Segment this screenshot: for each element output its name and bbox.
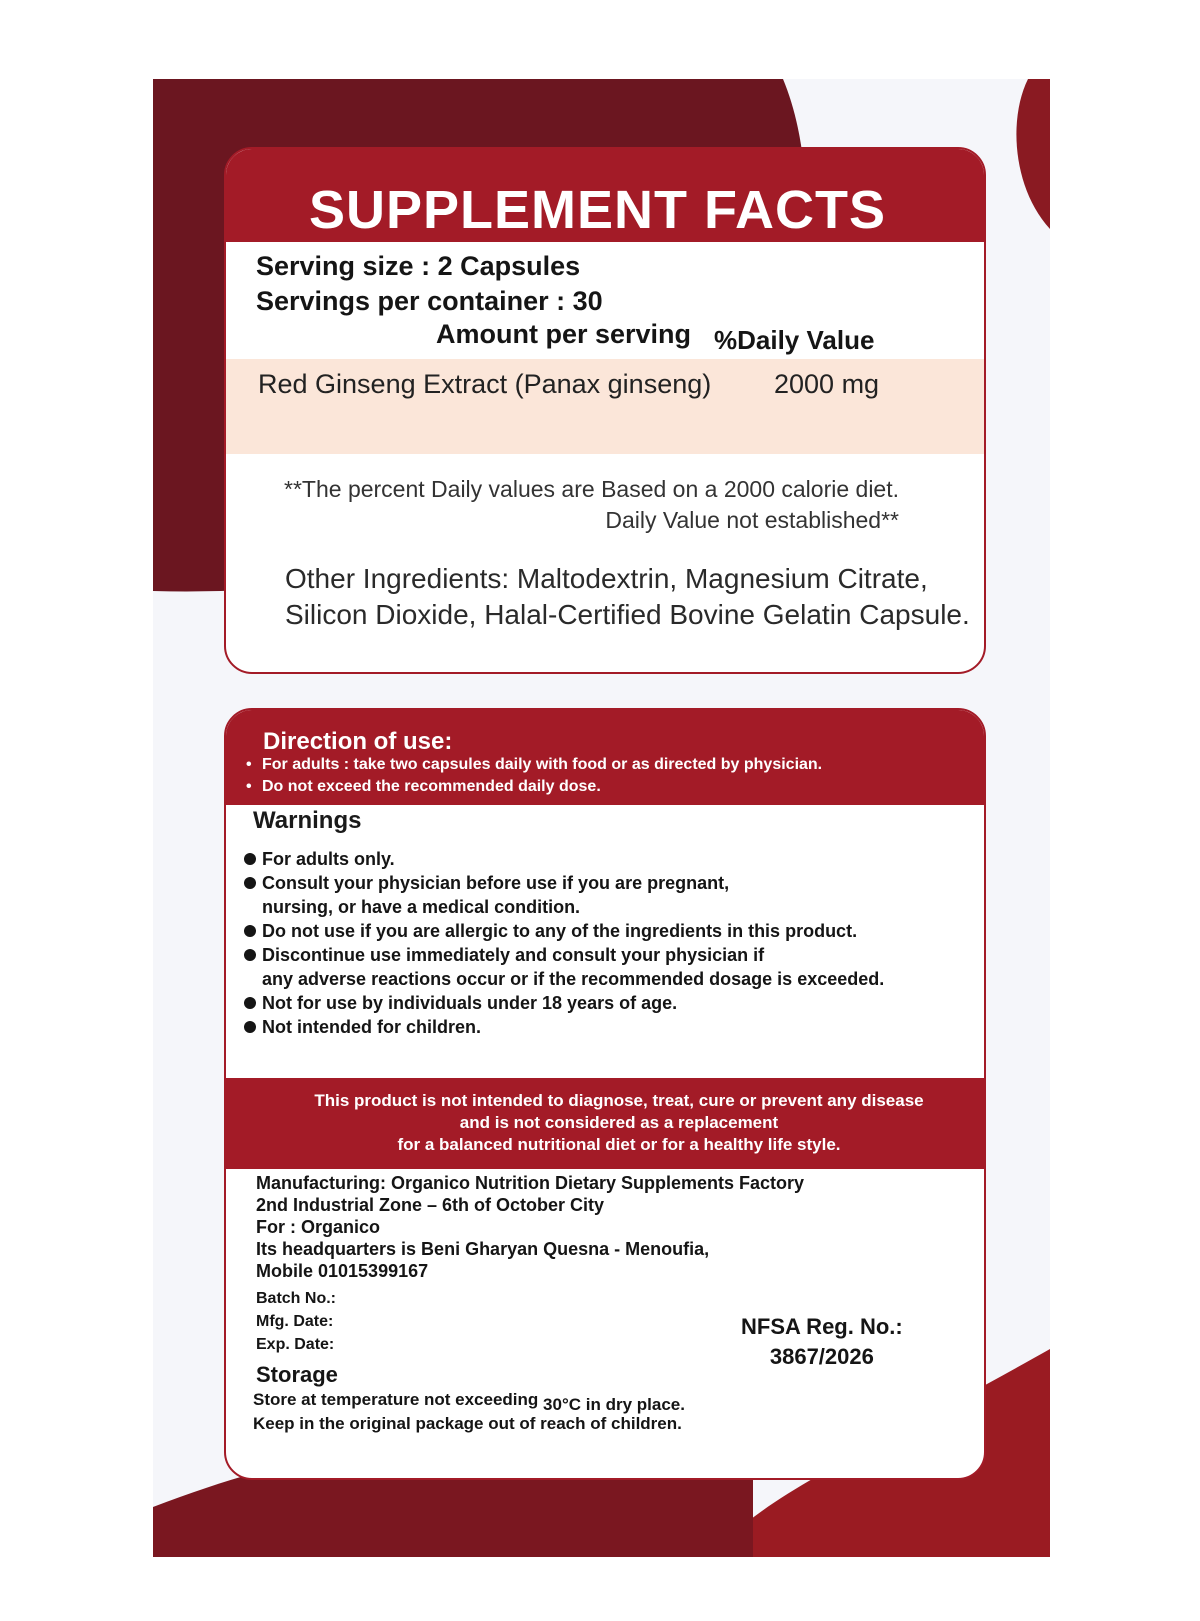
warning-item: Consult your physician before use if you are pregnant, [244, 871, 884, 895]
nfsa-registration [741, 1312, 903, 1372]
top-right-red-arc [1016, 79, 1050, 229]
product-label [153, 79, 1050, 1557]
disclaimer-line: This product is not intended to diagnose, treat, cure or prevent any disease [314, 1091, 924, 1110]
daily-value-note [284, 474, 899, 536]
warning-item-continuation: nursing, or have a medical condition. [262, 897, 581, 917]
nfsa-label: NFSA Reg. No.: [741, 1314, 903, 1339]
directions-title: Direction of use: [263, 728, 453, 755]
directions-list [246, 754, 822, 798]
storage-title: Storage [256, 1362, 338, 1387]
supplement-facts-title: SUPPLEMENT FACTS [226, 149, 984, 242]
manufacturer-line: 2nd Industrial Zone – 6th of October City [256, 1195, 605, 1215]
storage-instructions [253, 1388, 685, 1436]
storage-line: Keep in the original package out of reach of children. [253, 1414, 682, 1433]
ingredient-name: Red Ginseng Extract (Panax ginseng) [258, 369, 712, 399]
other-ingredients-line: Other Ingredients: Maltodextrin, Magnesium Citrate, [285, 563, 928, 594]
mfg-date-label: Mfg. Date: [256, 1313, 334, 1330]
warning-item: For adults only. [244, 847, 884, 871]
ingredient-row [226, 359, 984, 454]
directions-header [226, 710, 984, 805]
note-line: Daily Value not established** [605, 507, 899, 533]
exp-date-label: Exp. Date: [256, 1336, 335, 1353]
warnings-list [244, 847, 884, 1039]
storage-line-part: Store at temperature not exceeding [253, 1390, 539, 1409]
other-ingredients [285, 561, 970, 633]
disclaimer-banner [226, 1078, 984, 1169]
manufacturer-info [256, 1172, 804, 1282]
storage-line-part: 30°C in dry place. [543, 1395, 685, 1414]
manufacturer-line: Its headquarters is Beni Gharyan Quesna - Menoufia, [256, 1239, 710, 1259]
warnings-title: Warnings [253, 807, 362, 834]
serving-info [256, 249, 603, 319]
manufacturer-line: Manufacturing: Organico Nutrition Dietary Supplements Factory [256, 1173, 805, 1193]
warning-item: Not for use by individuals under 18 years of age. [244, 991, 884, 1015]
manufacturer-line: For : Organico [256, 1217, 381, 1237]
servings-per-container: Servings per container : 30 [256, 286, 603, 316]
manufacturer-line: Mobile 01015399167 [256, 1261, 429, 1281]
disclaimer-line: and is not considered as a replacement [459, 1113, 779, 1132]
daily-value-header: %Daily Value [714, 325, 875, 355]
warning-item: Discontinue use immediately and consult your physician if [244, 943, 884, 967]
supplement-facts-card [224, 147, 986, 674]
disclaimer-line: for a balanced nutritional diet or for a healthy life style. [397, 1135, 841, 1154]
ingredient-amount: 2000 mg [774, 369, 880, 399]
storage-line [253, 1388, 685, 1412]
directions-warnings-card [224, 708, 986, 1480]
nfsa-number: 3867/2026 [769, 1344, 874, 1369]
direction-item: • For adults : take two capsules daily with food or as directed by physician. [246, 754, 822, 776]
batch-number-label: Batch No.: [256, 1290, 336, 1307]
direction-item: • Do not exceed the recommended daily dose. [246, 776, 822, 798]
serving-size: Serving size : 2 Capsules [256, 251, 581, 281]
batch-info [256, 1287, 336, 1356]
warning-item: Not intended for children. [244, 1015, 884, 1039]
amount-per-serving-header: Amount per serving [436, 319, 692, 349]
warning-item: Do not use if you are allergic to any of the ingredients in this product. [244, 919, 884, 943]
note-line: **The percent Daily values are Based on a 2000 calorie diet. [284, 476, 899, 502]
warning-item-continuation: any adverse reactions occur or if the recommended dosage is exceeded. [262, 969, 885, 989]
other-ingredients-line: Silicon Dioxide, Halal-Certified Bovine Gelatin Capsule. [285, 599, 970, 630]
